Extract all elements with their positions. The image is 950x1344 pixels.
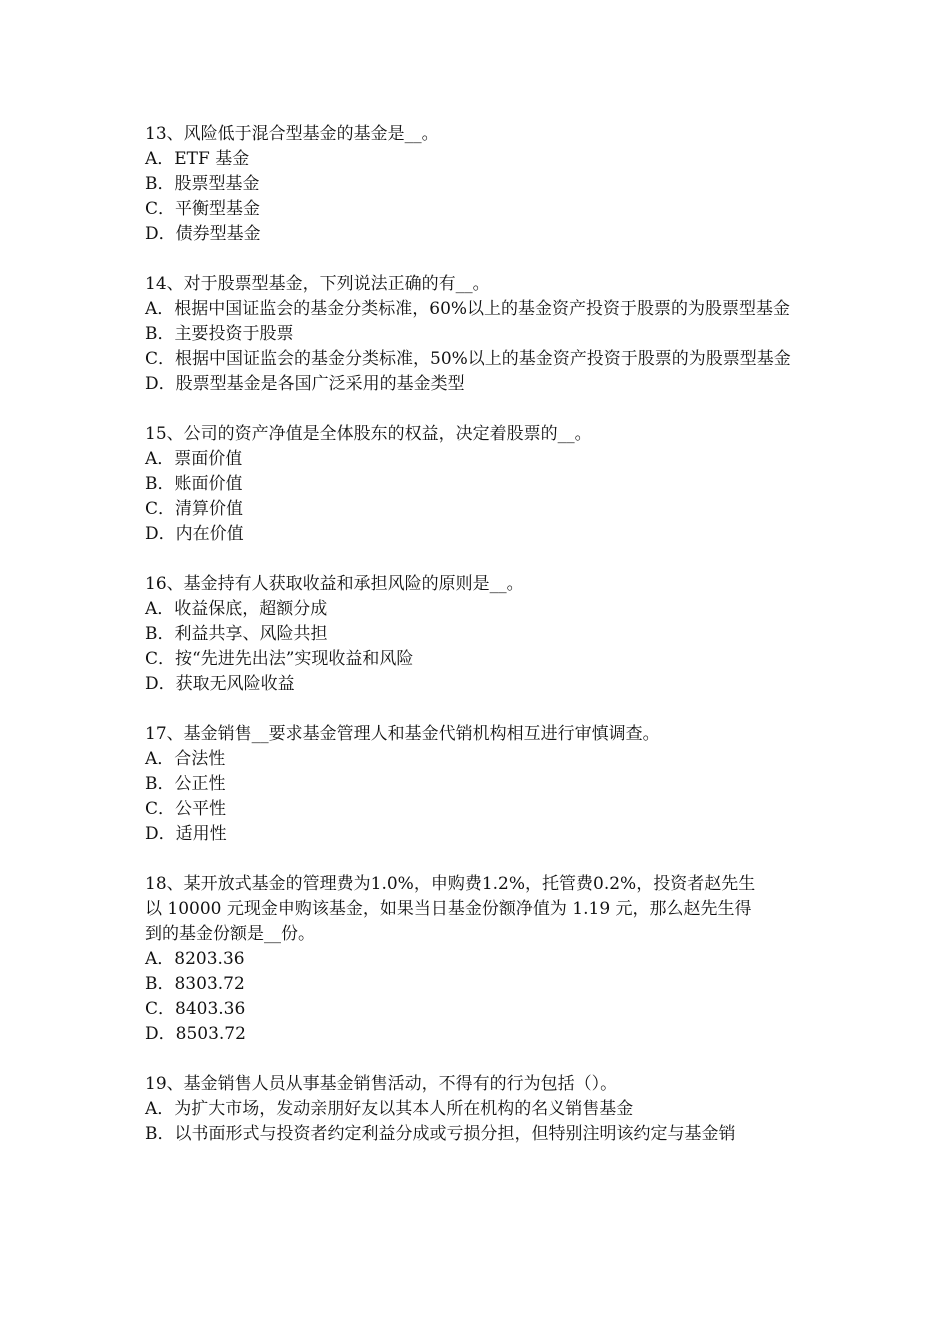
option-c: C．根据中国证监会的基金分类标准，50%以上的基金资产投资于股票的为股票型基金 [145,349,791,369]
option-d: D．内在价值 [145,524,244,544]
stem-line: 17、基金销售__要求基金管理人和基金代销机构相互进行审慎调查。 [145,724,660,744]
stem-line: 15、公司的资产净值是全体股东的权益，决定着股票的__。 [145,424,592,444]
option-a: A．收益保底，超额分成 [145,599,328,619]
document-page [145,122,810,1172]
option-d: D．适用性 [145,824,227,844]
question-16 [145,572,810,697]
option-b: B．主要投资于股票 [145,324,294,344]
option-d: D．8503.72 [145,1024,246,1044]
question-stem [145,422,810,447]
stem-line: 到的基金份额是__份。 [145,924,315,944]
option-a: A．为扩大市场，发动亲朋好友以其本人所在机构的名义销售基金 [145,1099,634,1119]
question-17 [145,722,810,847]
option-d: D．股票型基金是各国广泛采用的基金类型 [145,374,465,394]
option-c: C．按“先进先出法”实现收益和风险 [145,649,414,669]
stem-line: 以 10000 元现金申购该基金，如果当日基金份额净值为 1.19 元，那么赵先生得 [145,899,752,919]
option-c: C．清算价值 [145,499,244,519]
stem-line: 16、基金持有人获取收益和承担风险的原则是__。 [145,574,524,594]
question-15 [145,422,810,547]
question-stem [145,872,810,947]
option-b: B．公正性 [145,774,226,794]
option-b: B．8303.72 [145,974,245,994]
question-19 [145,1072,810,1147]
option-a: A．票面价值 [145,449,243,469]
option-a: A．合法性 [145,749,226,769]
option-b: B．利益共享、风险共担 [145,624,328,644]
question-18 [145,872,810,1047]
option-a: A．8203.36 [145,949,245,969]
option-b: B．账面价值 [145,474,243,494]
option-c: C．平衡型基金 [145,199,261,219]
option-d: D．债券型基金 [145,224,261,244]
option-c: C．8403.36 [145,999,246,1019]
option-d: D．获取无风险收益 [145,674,295,694]
stem-line: 14、对于股票型基金，下列说法正确的有__。 [145,274,490,294]
option-b: B．以书面形式与投资者约定利益分成或亏损分担，但特别注明该约定与基金销 [145,1124,736,1144]
question-14 [145,272,810,397]
question-stem [145,122,810,147]
option-b: B．股票型基金 [145,174,260,194]
question-stem [145,272,810,297]
question-stem [145,1072,810,1097]
question-13 [145,122,810,247]
stem-line: 18、某开放式基金的管理费为1.0%，申购费1.2%，托管费0.2%，投资者赵先生 [145,874,756,894]
option-a: A．根据中国证监会的基金分类标准，60%以上的基金资产投资于股票的为股票型基金 [145,299,791,319]
question-stem [145,722,810,747]
option-a: A．ETF 基金 [145,149,250,169]
stem-line: 19、基金销售人员从事基金销售活动，不得有的行为包括（）。 [145,1074,618,1094]
question-stem [145,572,810,597]
stem-line: 13、风险低于混合型基金的基金是__。 [145,124,439,144]
option-c: C．公平性 [145,799,227,819]
